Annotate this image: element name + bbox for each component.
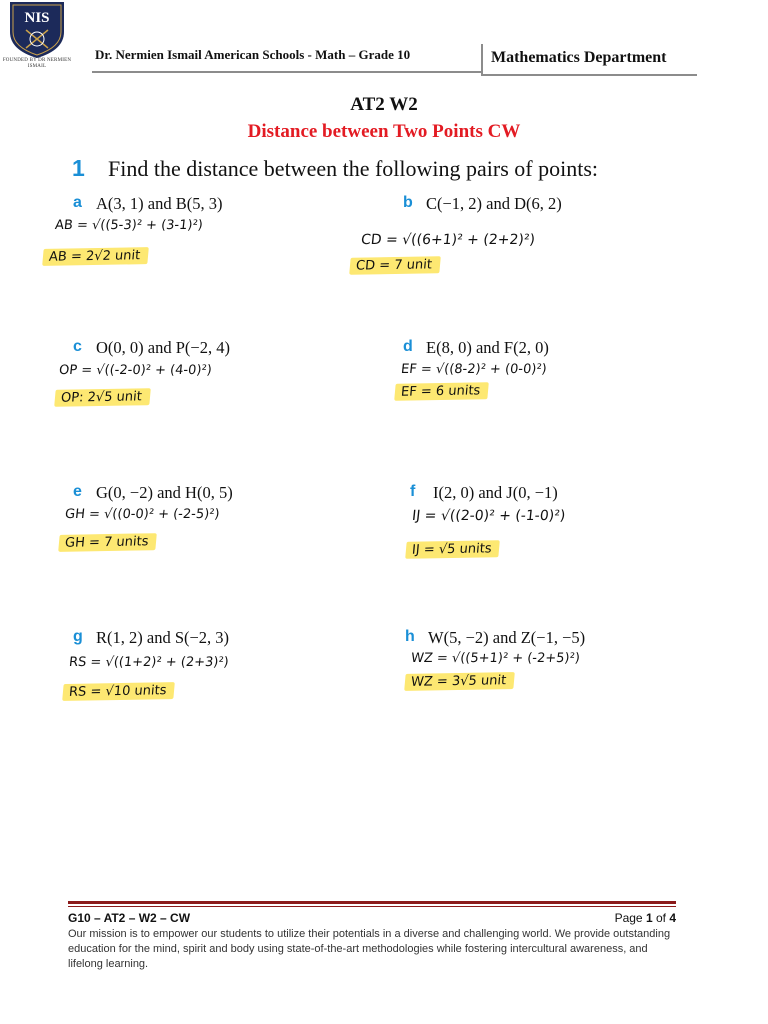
problem-g <box>68 628 393 748</box>
problem-statement: I(2, 0) and J(0, −1) <box>433 483 558 502</box>
page-total: 4 <box>669 911 676 925</box>
page-title: AT2 W2 <box>350 94 418 115</box>
page-of: of <box>652 911 670 925</box>
problem-statement: O(0, 0) and P(−2, 4) <box>96 338 230 357</box>
problem-letter: c <box>73 338 82 355</box>
problem-work: IJ = √((2-0)² + (-1-0)²) <box>411 508 567 524</box>
footer-divider-thick <box>68 901 676 904</box>
problem-answer: EF = 6 units <box>394 382 489 401</box>
problem-h <box>405 628 725 748</box>
page-prefix: Page <box>614 911 646 925</box>
page-subtitle: Distance between Two Points CW <box>247 121 521 142</box>
problem-work: GH = √((0-0)² + (-2-5)²) <box>64 507 221 522</box>
problem-answer: OP: 2√5 unit <box>54 388 150 407</box>
problem-answer: RS = √10 units <box>62 682 175 701</box>
logo-founded-text: FOUNDED BY DR NERMIEN ISMAIL <box>2 58 72 69</box>
problem-f <box>410 483 730 603</box>
problem-b <box>355 194 723 314</box>
problem-statement: W(5, −2) and Z(−1, −5) <box>428 628 586 647</box>
problem-answer: IJ = √5 units <box>405 540 500 559</box>
problem-statement: G(0, −2) and H(0, 5) <box>96 483 233 502</box>
question-number: 1 <box>72 155 85 181</box>
problem-a <box>48 194 393 314</box>
nis-shield-icon <box>6 0 68 60</box>
problem-work: WZ = √((5+1)² + (-2+5)²) <box>410 651 581 666</box>
problem-work: RS = √((1+2)² + (2+3)²) <box>68 655 230 670</box>
problem-letter: a <box>73 194 82 211</box>
problem-answer: GH = 7 units <box>58 533 157 552</box>
problem-letter: b <box>403 194 413 211</box>
problem-statement: A(3, 1) and B(5, 3) <box>96 194 223 213</box>
problem-work: AB = √((5-3)² + (3-1)²) <box>54 218 204 233</box>
page-current: 1 <box>645 911 653 925</box>
school-name-line: Dr. Nermien Ismail American Schools - Math – Grade 10 <box>95 47 411 62</box>
problem-letter: f <box>410 483 416 500</box>
problem-answer: WZ = 3√5 unit <box>404 672 515 691</box>
problem-statement: E(8, 0) and F(2, 0) <box>426 338 549 357</box>
mission-statement: Our mission is to empower our students to utilize their potentials in a diverse and challenging world. We provide outstanding education for the mind, spirit and body using state-of-the-art methodologies while fostering intercultural awareness, and lifelong learning. <box>68 928 671 970</box>
question-text: Find the distance between the following pairs of points: <box>108 156 599 181</box>
problem-work: EF = √((8-2)² + (0-0)²) <box>400 362 548 377</box>
problem-work: CD = √((6+1)² + (2+2)²) <box>360 232 536 248</box>
footer-divider-thin <box>68 906 676 907</box>
department-box <box>481 44 697 76</box>
problem-statement: R(1, 2) and S(−2, 3) <box>96 628 230 647</box>
problem-letter: g <box>73 628 83 645</box>
problem-answer: CD = 7 unit <box>349 256 440 275</box>
logo-text: NIS <box>24 10 50 26</box>
problem-letter: h <box>405 628 415 645</box>
problem-e <box>64 483 393 603</box>
problem-letter: e <box>73 483 82 500</box>
problem-work: OP = √((-2-0)² + (4-0)²) <box>58 363 213 378</box>
problem-d <box>400 338 723 458</box>
footer-doc-code: G10 – AT2 – W2 – CW <box>68 911 191 925</box>
problem-statement: C(−1, 2) and D(6, 2) <box>426 194 562 213</box>
page-number <box>615 911 676 925</box>
problem-letter: d <box>403 338 413 355</box>
problem-answer: AB = 2√2 unit <box>42 247 149 266</box>
department-name: Mathematics Department <box>491 49 667 66</box>
header-divider <box>92 71 481 73</box>
problem-c <box>58 338 393 458</box>
